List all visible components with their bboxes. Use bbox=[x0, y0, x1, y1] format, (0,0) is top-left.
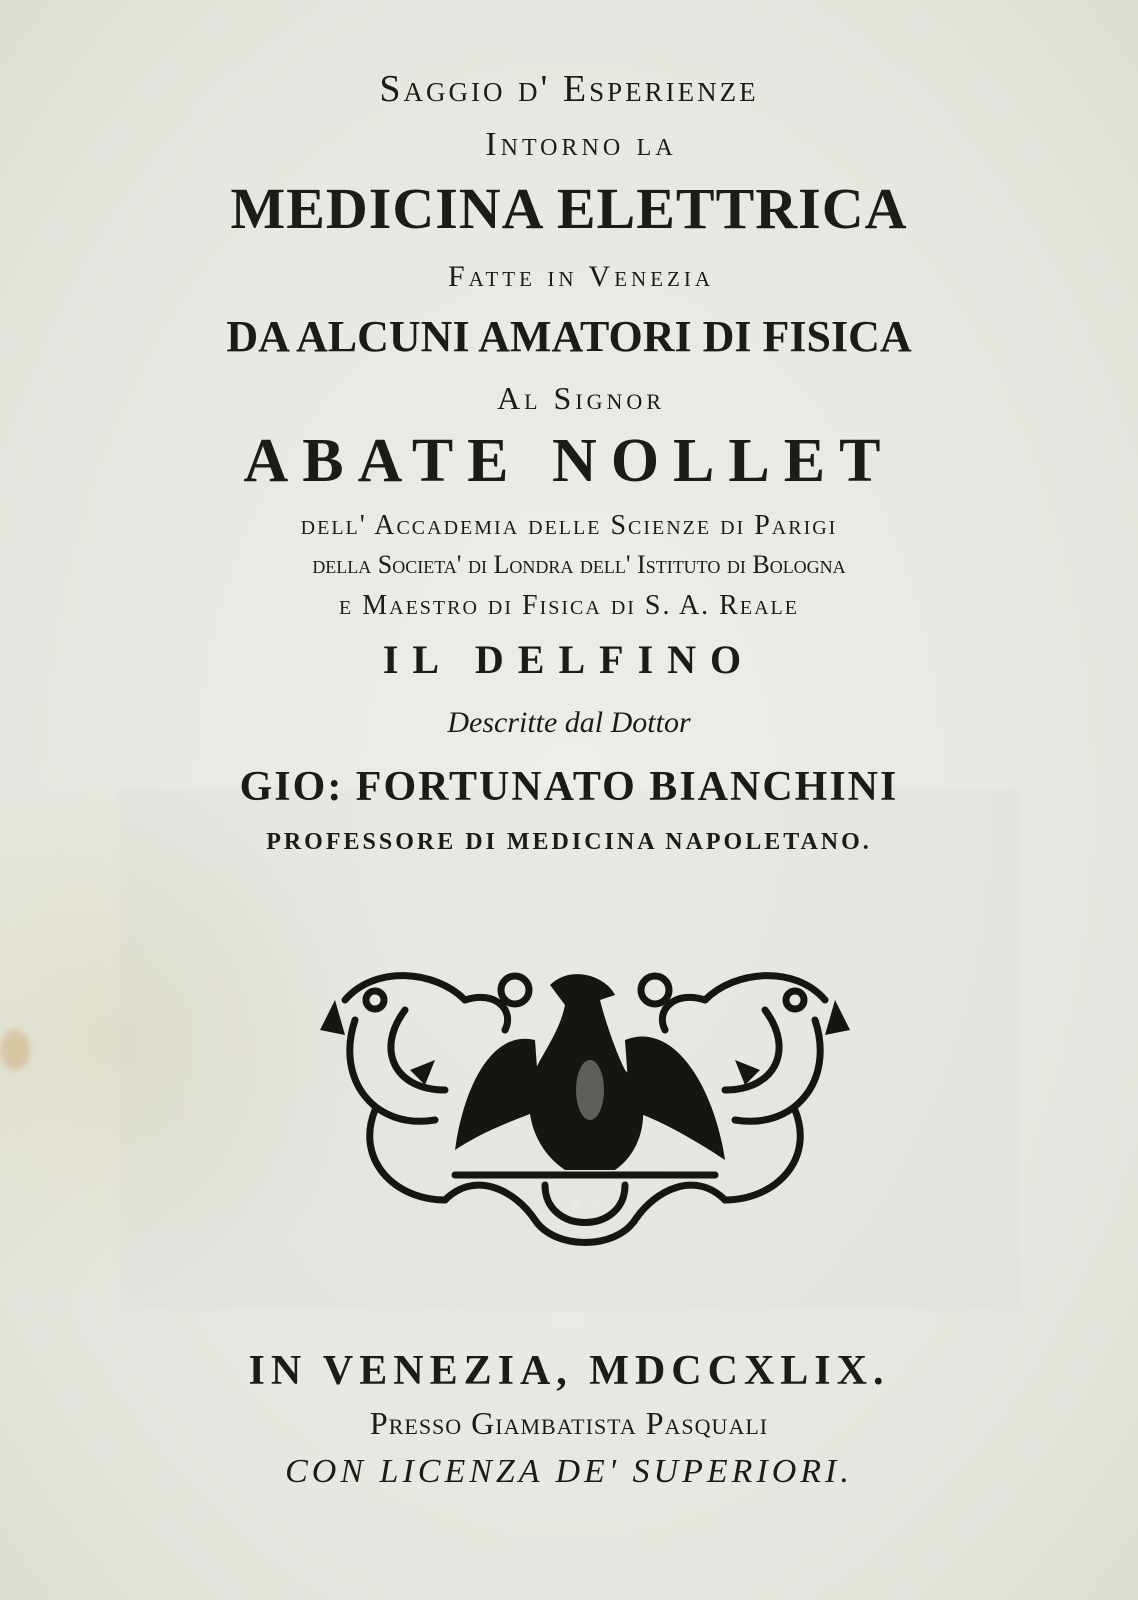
imprint-place-date: IN VENEZIA, MDCCXLIX. bbox=[248, 1348, 890, 1394]
author-title: PROFESSORE DI MEDICINA NAPOLETANO. bbox=[266, 829, 872, 855]
imprint-printer: Presso Giambatista Pasquali bbox=[369, 1405, 769, 1441]
title-line-amatori: DA ALCUNI AMATORI DI FISICA bbox=[226, 312, 912, 361]
eagle-vignette-icon bbox=[315, 960, 855, 1260]
title-line-intorno: Intorno la bbox=[485, 126, 677, 163]
dedicatee-affiliation-2: della Societa' di Londra dell' Istituto di Bologna bbox=[312, 550, 846, 579]
dedicatee-affiliation-3: e Maestro di Fisica di S. A. Reale bbox=[339, 590, 799, 621]
paper-stain bbox=[0, 1030, 30, 1070]
author-name: GIO: FORTUNATO BIANCHINI bbox=[239, 764, 899, 810]
dedication-line: Al Signor bbox=[496, 380, 665, 416]
title-line-saggio: Saggio d' Esperienze bbox=[379, 68, 759, 110]
imprint-license: CON LICENZA DE' SUPERIORI. bbox=[285, 1453, 853, 1490]
dedicatee-name: ABATE NOLLET bbox=[243, 427, 895, 495]
dedicatee-patron: IL DELFINO bbox=[382, 637, 756, 682]
dedicatee-affiliation-1: dell' Accademia delle Scienze di Parigi bbox=[300, 510, 838, 541]
author-intro: Descritte dal Dottor bbox=[447, 706, 691, 739]
main-title: MEDICINA ELETTRICA bbox=[230, 176, 908, 241]
title-line-fatte: Fatte in Venezia bbox=[447, 260, 715, 293]
